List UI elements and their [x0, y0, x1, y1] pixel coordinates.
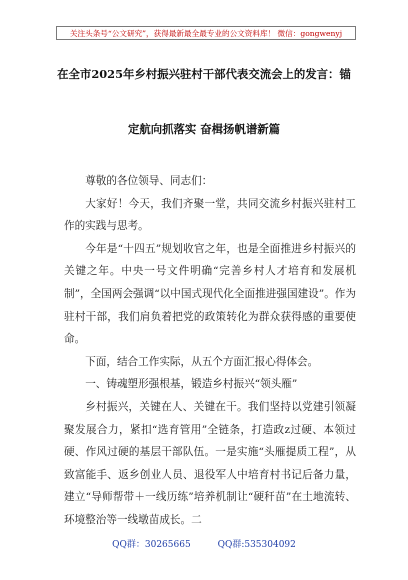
salutation: 尊敬的各位领导、同志们： — [85, 175, 213, 187]
body-paragraph: 乡村振兴，关键在人、关键在干。我们坚持以党建引领凝聚发展合力，紧扣“选育管用”全链条，打造政z过硬、本领过硬、作风过硬的基层干部队伍。一是实施“头雁提质工程”，从致富能手、返乡创业人员、退役军人中培育村书记后备力量，建立“导师帮带＋一线历练”培养机制让“硬秆苗”在土地流转、环境整治等一线墩苗成长。二 — [64, 400, 356, 526]
document-title-line-2: 定航向抓落实 奋楫扬帆谱新篇 — [127, 122, 281, 136]
body-paragraph: 大家好！今天，我们齐聚一堂，共同交流乡村振兴驻村工作的实践与思考。 — [64, 197, 356, 233]
section-heading: 一、铸魂塑形强根基，锻造乡村振兴“领头雁” — [85, 378, 298, 391]
header-note: 关注头条号“公文研究”，获得最新最全最专业的公文资料库！ 微信：gongwenyj — [69, 29, 343, 38]
header-banner — [56, 26, 356, 40]
document-body — [64, 170, 356, 532]
footer-qq-group-1: QQ群：30265665 — [112, 540, 191, 550]
body-paragraph: 今年是“十四五”规划收官之年，也是全面推进乡村振兴的关键之年。中央一号文件明确“完善乡村人才培育和发展机制”，全国两会强调“以中国式现代化全面推进强国建设”。作为驻村干部，我们肩负着把党的政策转化为群众获得感的重要使命。 — [64, 242, 356, 346]
body-paragraph: 下面，结合工作实际，从五个方面汇报心得体会。 — [85, 355, 319, 368]
document-title-line-1: 在全市2025年乡村振兴驻村干部代表交流会上的发言：锚 — [57, 67, 351, 81]
footer-qq-group-2: QQ群:535304092 — [217, 540, 296, 550]
footer — [0, 537, 408, 550]
